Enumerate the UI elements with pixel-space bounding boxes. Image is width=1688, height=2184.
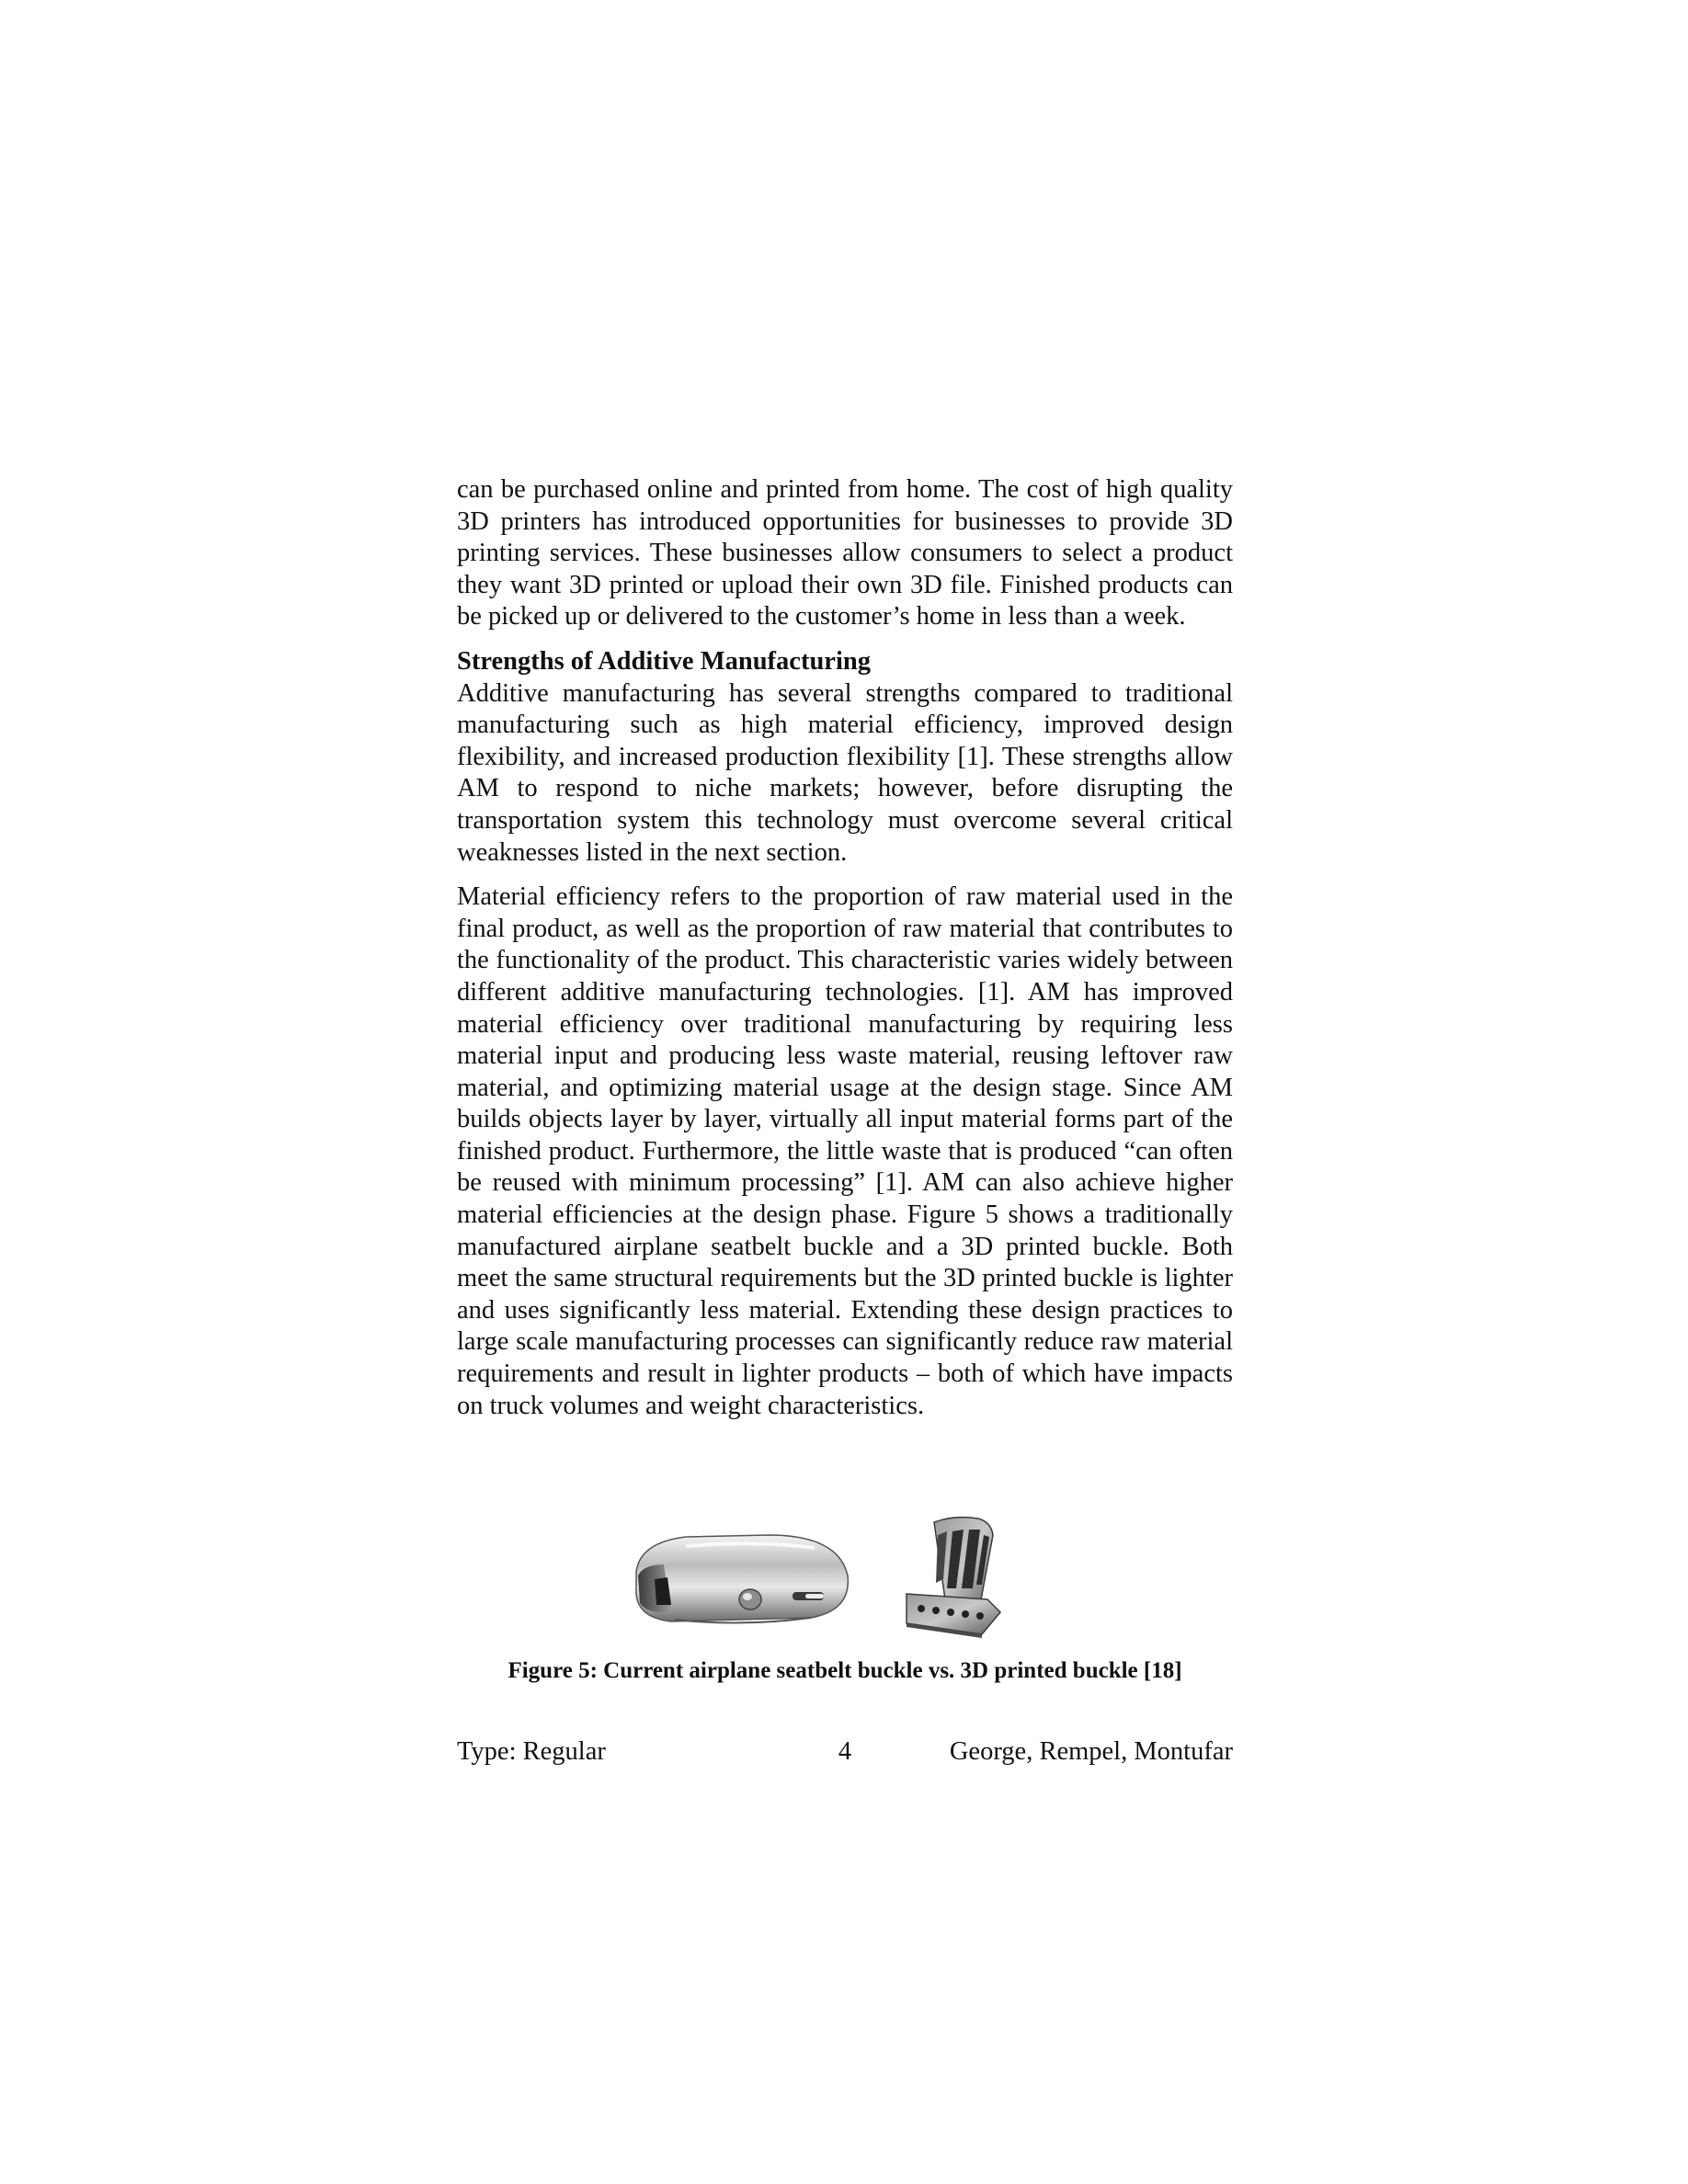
footer-authors: George, Rempel, Montufar: [949, 1737, 1233, 1766]
figure-caption: Figure 5: Current airplane seatbelt buckle vs. 3D printed buckle [18]: [508, 1658, 1182, 1683]
paragraph-1: can be purchased online and printed from home. The cost of high quality 3D printers has introduced opportunities for businesses to provide 3D printing services. These businesses allow consumers to select a product they want 3D printed or upload their own 3D file. Finished products can be picked up or delivered to the customer’s home in less than a week.: [457, 475, 1233, 631]
section-heading: Strengths of Additive Manufacturing: [457, 646, 871, 676]
paragraph-2: Additive manufacturing has several strengths compared to traditional manufacturing such as high material efficiency, improved design flexibility, and increased production flexibility [1]. These strengths allow AM to respond to niche markets; however, before disrupting the transportation system this technology must overcome several critical weaknesses listed in the next section.: [457, 678, 1233, 867]
footer-type-label: Type: Regular: [457, 1737, 606, 1766]
page-footer: [457, 1735, 1233, 1769]
figure-5: [631, 1515, 1072, 1642]
paragraph-3: Material efficiency refers to the proportion of raw material used in the final product, as well as the proportion of raw material that contributes to the functionality of the product. This characteristic varies widely between different additive manufacturing technologies. [1]. AM has improved material efficiency over traditional manufacturing by requiring less material input and producing less waste material, reusing leftover raw material, and optimizing material usage at the design stage. Since AM builds objects layer by layer, virtually all input material forms part of the finished product. Furthermore, the little waste that is produced “can often be reused with minimum processing” [1]. AM can also achieve higher material efficiencies at the design phase. Figure 5 shows a traditionally manufactured airplane seatbelt buckle and a 3D printed buckle. Both meet the same structural requirements but the 3D printed buckle is lighter and uses significantly less material. Extending these design practices to large scale manufacturing processes can significantly reduce raw material requirements and result in lighter products – both of which have impacts on truck volumes and weight characteristics.: [457, 882, 1233, 1420]
page-number: 4: [838, 1737, 852, 1766]
printed-buckle-image: [907, 1518, 1000, 1638]
text-column: [457, 474, 1233, 1422]
conventional-buckle-image: [636, 1535, 848, 1623]
